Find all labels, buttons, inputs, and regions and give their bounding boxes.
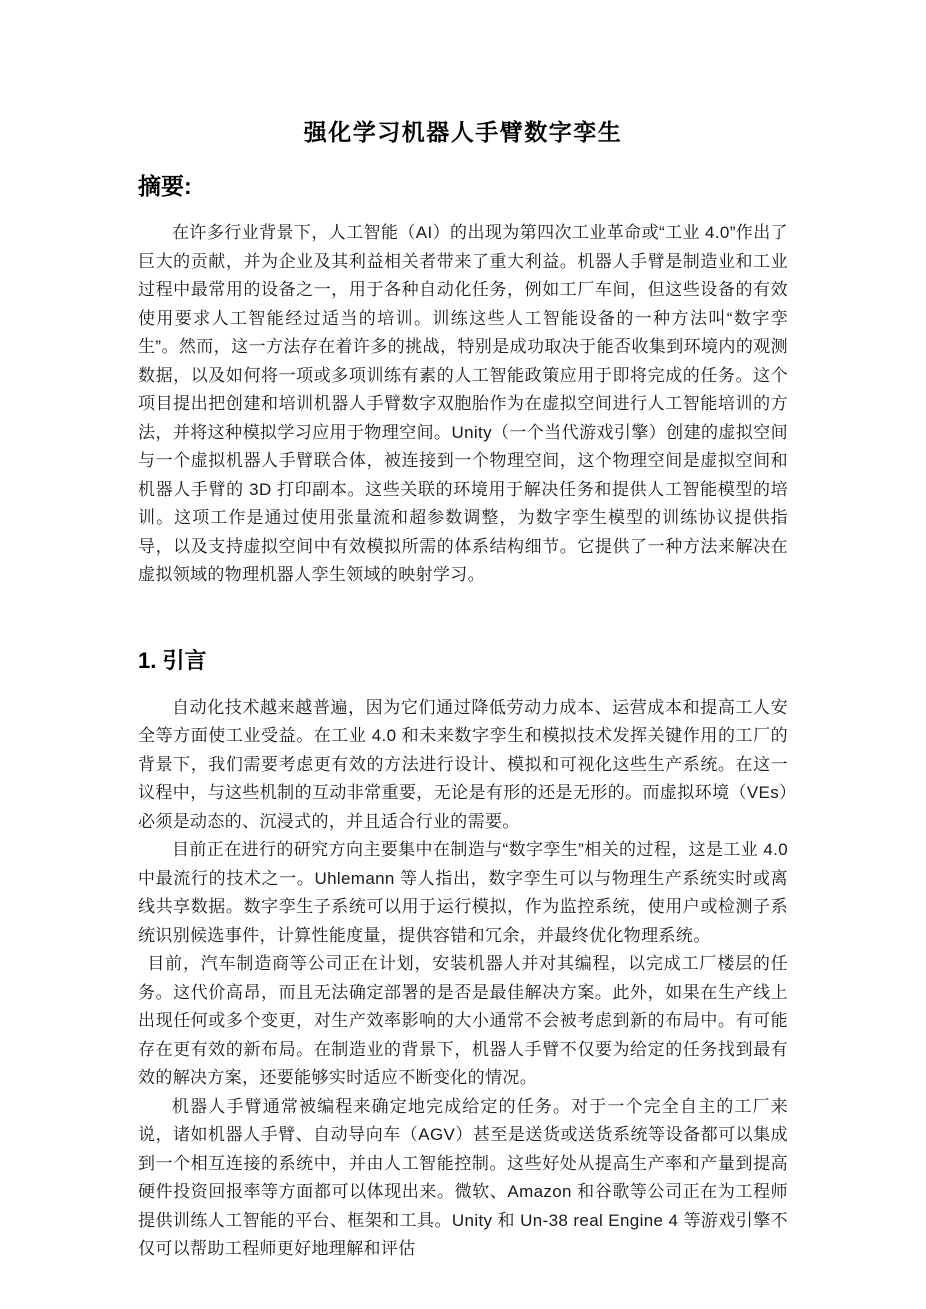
- introduction-paragraph-3: 目前，汽车制造商等公司正在计划，安装机器人并对其编程，以完成工厂楼层的任务。这代价高昂，而且无法确定部署的是否是最佳解决方案。此外，如果在生产线上出现任何或多个变更，对生产效率影响的大小通常不会被考虑到新的布局中。有可能存在更有效的新布局。在制造业的背景下，机器人手臂不仅要为给定的任务找到最有效的解决方案，还要能够实时适应不断变化的情况。: [138, 954, 788, 1087]
- document-title: 强化学习机器人手臂数字孪生: [303, 119, 623, 145]
- abstract-paragraph: 在许多行业背景下，人工智能（AI）的出现为第四次工业革命或“工业 4.0”作出了巨大的贡献，并为企业及其利益相关者带来了重大利益。机器人手臂是制造业和工业过程中最常用的设备之一，用于各种自动化任务，例如工厂车间，但这些设备的有效使用要求人工智能经过适当的培训。训练这些人工智能设备的一种方法叫“数字孪生”。然而，这一方法存在着许多的挑战，特别是成功取决于能否收集到环境内的观测数据，以及如何将一项或多项训练有素的人工智能政策应用于即将完成的任务。这个项目提出把创建和培训机器人手臂数字双胞胎作为在虚拟空间进行人工智能培训的方法，并将这种模拟学习应用于物理空间。Unity（一个当代游戏引擎）创建的虚拟空间与一个虚拟机器人手臂联合体，被连接到一个物理空间，这个物理空间是虚拟空间和机器人手臂的 3D 打印副本。这些关联的环境用于解决任务和提供人工智能模型的培训。这项工作是通过使用张量流和超参数调整，为数字孪生模型的训练协议提供指导，以及支持虚拟空间中有效模拟所需的体系结构细节。它提供了一种方法来解决在虚拟领域的物理机器人孪生领域的映射学习。: [138, 223, 788, 584]
- introduction-paragraph-2: 目前正在进行的研究方向主要集中在制造与“数字孪生”相关的过程，这是工业 4.0 中最流行的技术之一。Uhlemann 等人指出，数字孪生可以与物理生产系统实时或离线共享数据。数字孪生子系统可以用于运行模拟，作为监控系统，使用户或检测子系统识别候选事件，计算性能度量，提供容错和冗余，并最终优化物理系统。: [138, 840, 788, 945]
- introduction-heading: 1. 引言: [138, 647, 207, 673]
- abstract-heading: 摘要:: [138, 173, 192, 199]
- introduction-paragraph-4: 机器人手臂通常被编程来确定地完成给定的任务。对于一个完全自主的工厂来说，诸如机器人手臂、自动导向车（AGV）甚至是送货或送货系统等设备都可以集成到一个相互连接的系统中，并由人工智能控制。这些好处从提高生产率和产量到提高硬件投资回报率等方面都可以体现出来。微软、Amazon 和谷歌等公司正在为工程师提供训练人工智能的平台、框架和工具。Unity 和 Un-38 real Engine 4 等游戏引擎不仅可以帮助工程师更好地理解和评估: [138, 1096, 788, 1258]
- introduction-paragraph-1: 自动化技术越来越普遍，因为它们通过降低劳动力成本、运营成本和提高工人安全等方面使工业受益。在工业 4.0 和未来数字孪生和模拟技术发挥关键作用的工厂的背景下，我们需要考虑更有效的方法进行设计、模拟和可视化这些生产系统。在这一议程中，与这些机制的互动非常重要，无论是有形的还是无形的。而虚拟环境（VEs）必须是动态的、沉浸式的，并且适合行业的需要。: [138, 697, 788, 831]
